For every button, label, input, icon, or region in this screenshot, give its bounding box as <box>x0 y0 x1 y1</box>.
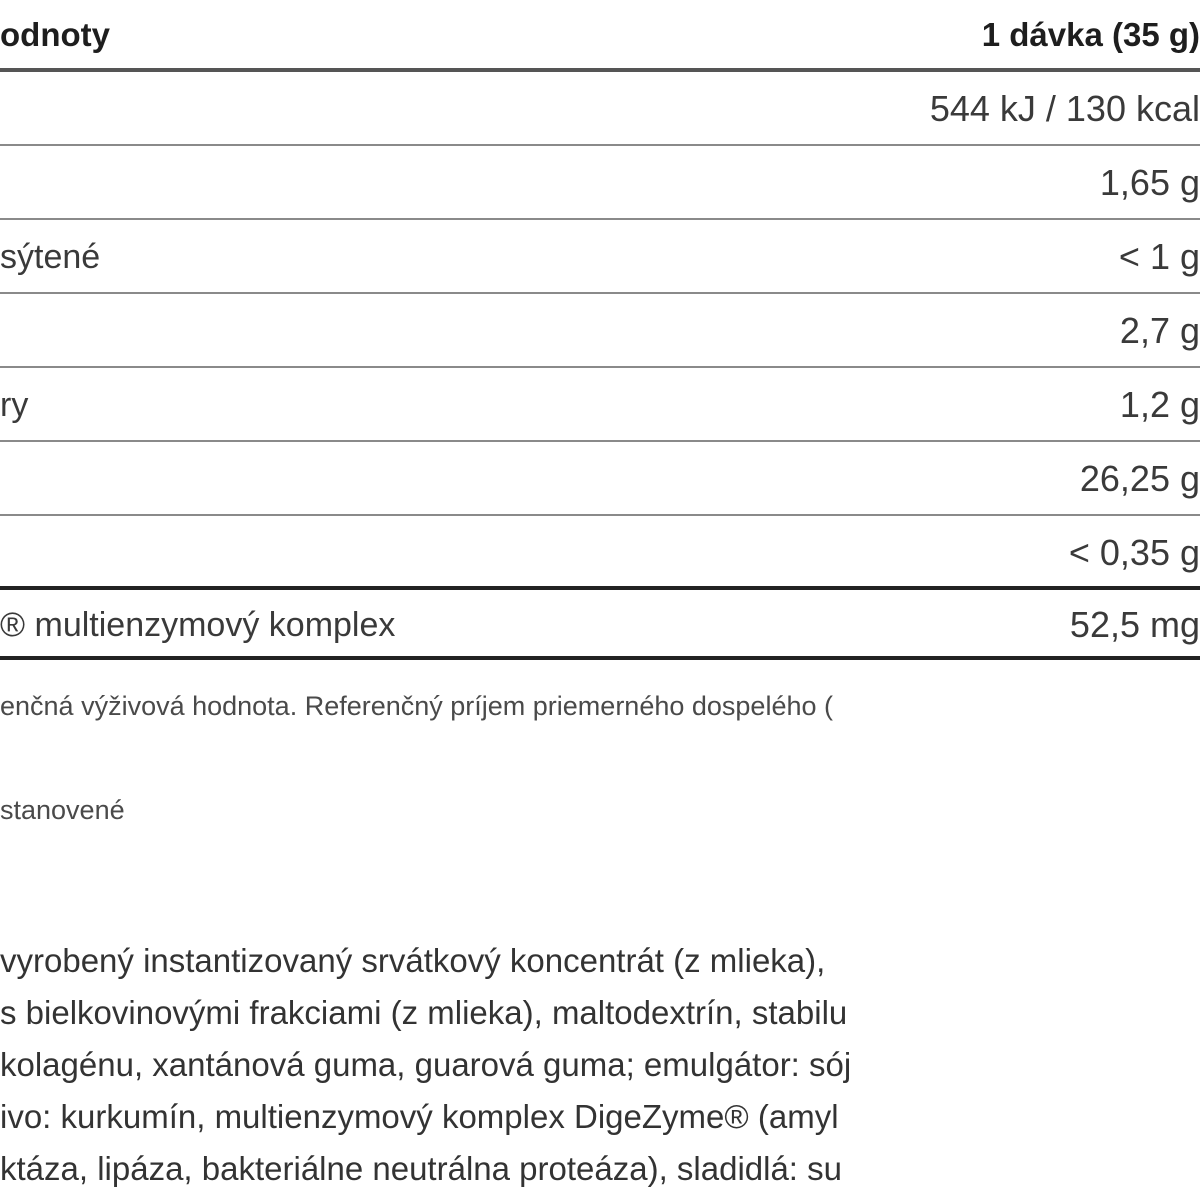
table-header-row <box>0 0 1200 72</box>
row-value: 1,2 g <box>1119 384 1200 425</box>
table-row-carbohydrates <box>0 294 1200 368</box>
row-value: 1,65 g <box>1099 162 1200 203</box>
not-established-note: stanovené <box>0 795 125 825</box>
reference-intake-footnote: enčná výživová hodnota. Referenčný príjem priemerného dospelého ( <box>0 691 833 721</box>
row-value: 2,7 g <box>1119 310 1200 351</box>
table-row-protein <box>0 442 1200 516</box>
row-label: ry <box>0 386 29 424</box>
row-value: 544 kJ / 130 kcal <box>929 88 1200 129</box>
ingredients-line: ktáza, lipáza, bakteriálne neutrálna proteáza), sladidlá: su <box>0 1150 842 1187</box>
row-value: 26,25 g <box>1079 458 1200 499</box>
ingredients-text <box>0 935 1200 1195</box>
row-label: ® multienzymový komplex <box>0 606 396 644</box>
row-value: 52,5 mg <box>1069 604 1200 645</box>
table-row-energy <box>0 72 1200 146</box>
ingredients-line: kolagénu, xantánová guma, guarová guma; emulgátor: sój <box>0 1046 852 1083</box>
header-serving-size: 1 dávka (35 g) <box>981 16 1200 53</box>
row-value: < 1 g <box>1118 236 1200 277</box>
table-row-sugars <box>0 368 1200 442</box>
ingredients-line: s bielkovinovými frakciami (z mlieka), maltodextrín, stabilu <box>0 994 848 1031</box>
table-row-fat <box>0 146 1200 220</box>
table-row-saturated <box>0 220 1200 294</box>
ingredients-line: ivo: kurkumín, multienzymový komplex DigeZyme® (amyl <box>0 1098 839 1135</box>
row-label: sýtené <box>0 238 101 276</box>
header-label: odnoty <box>0 16 110 53</box>
table-row-salt <box>0 516 1200 590</box>
table-row-enzyme-complex <box>0 590 1200 660</box>
row-value: < 0,35 g <box>1068 532 1200 573</box>
ingredients-line: vyrobený instantizovaný srvátkový koncentrát (z mlieka), <box>0 942 826 979</box>
